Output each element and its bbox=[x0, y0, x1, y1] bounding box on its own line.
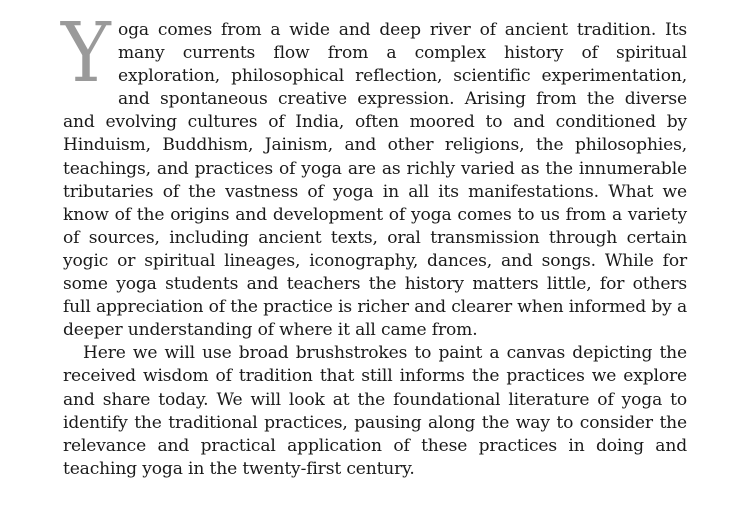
book-page bbox=[61, 6, 687, 481]
paragraph-second: Here we will use broad brushstrokes to paint a canvas depicting the received wisdom of tradition that still informs the practices we explore and share today. We will look at the foundational literature of yoga to identify the traditional practices, pausing along the way to consider the relevance and practical application of these practices in doing and teaching yoga in the twenty-first century. bbox=[63, 343, 687, 479]
drop-cap-container bbox=[61, 6, 118, 101]
drop-cap-letter: Y bbox=[61, 6, 111, 101]
paragraph-first bbox=[61, 6, 687, 342]
paragraph-first-text: oga comes from a wide and deep river of ancient tradition. Its many currents flow from a complex history of spiritual exploration, philosophical reflection, scientific experimentation, and spontaneous creative expression. Arising from the diverse and evolving cultures of India, often moored to and conditioned by Hinduism, Buddhism, Jainism, and other religions, the philosophies, teachings, and practices of yoga are as richly varied as the innumerable tributaries of the vastness of yoga in all its manifestations. What we know of the origins and development of yoga comes to us from a variety of sources, including ancient texts, oral transmission through certain yogic or spiritual lineages, iconography, dances, and songs. While for some yoga students and teachers the history matters little, for others full appreciation of the practice is richer and clearer when informed by a deeper understanding of where it all came from. bbox=[63, 20, 687, 341]
